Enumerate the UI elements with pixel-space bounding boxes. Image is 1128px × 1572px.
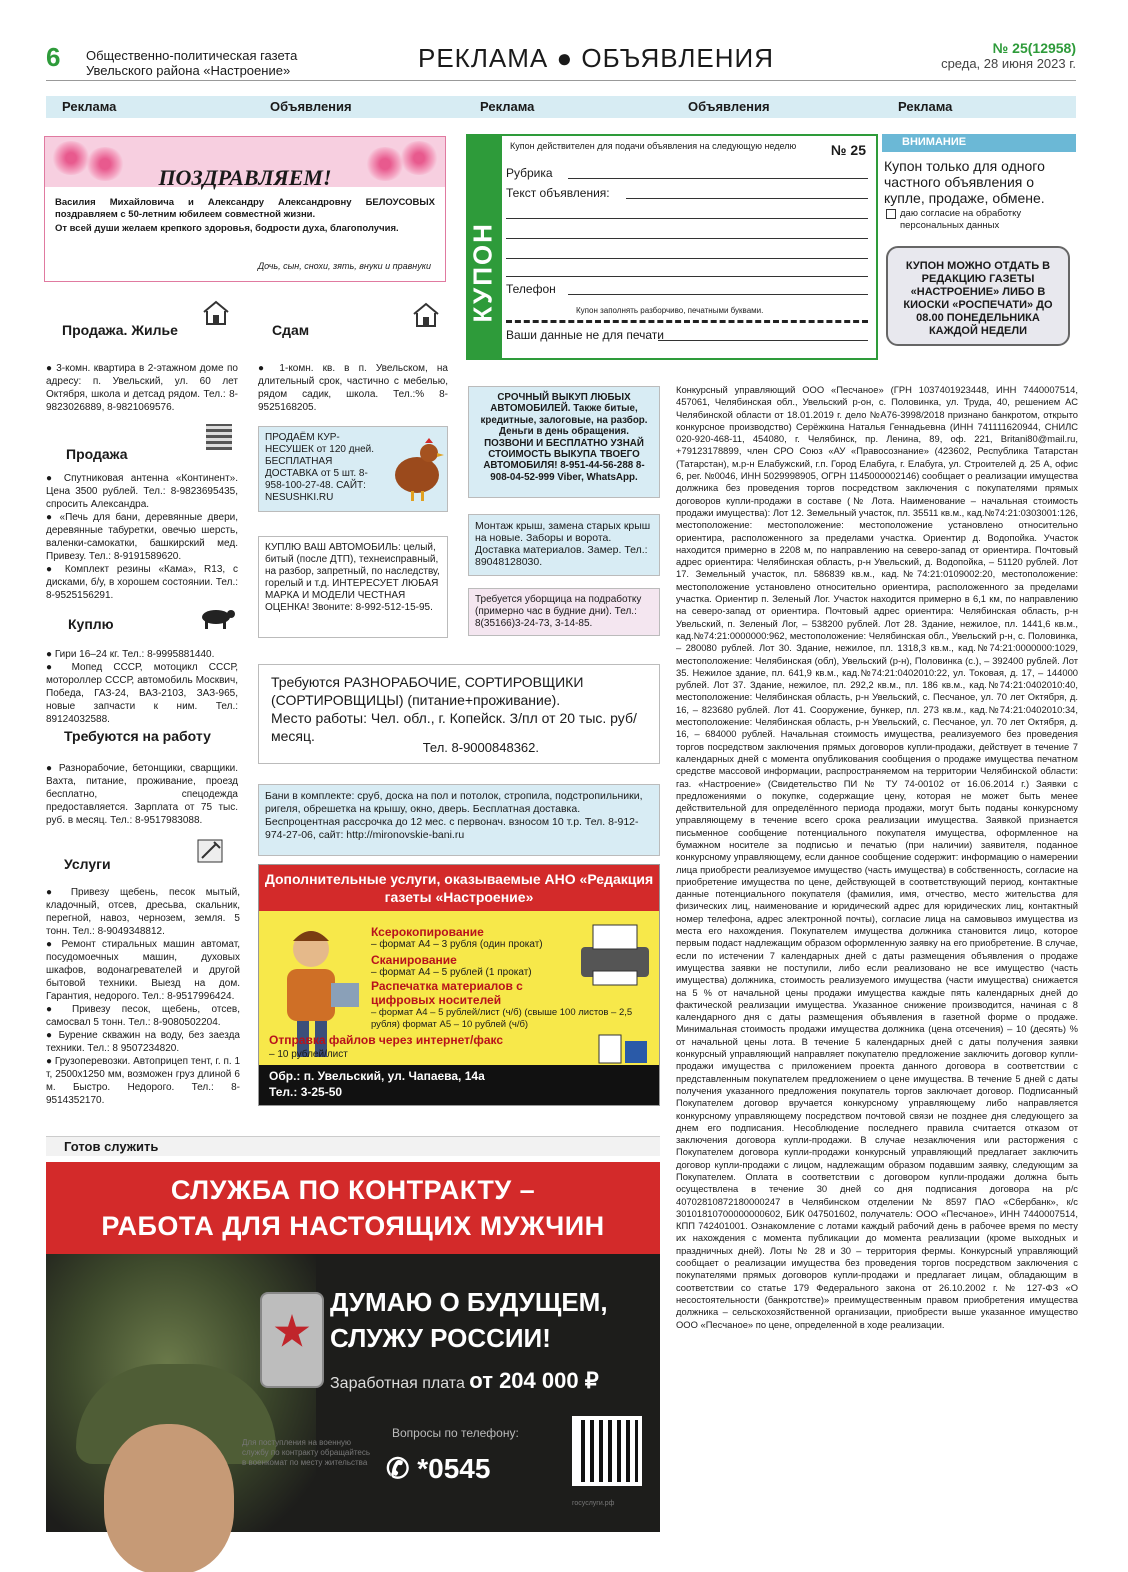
ready-to-serve-header: [46, 1136, 660, 1156]
hen-icon: [389, 437, 445, 503]
cut-line: [506, 320, 868, 323]
strip-label: Реклама: [480, 99, 535, 114]
section-sale: Продажа: [66, 446, 128, 462]
service-copy-price: – формат А4 – 3 рубля (один прокат): [371, 939, 543, 950]
service-print: Распечатка материалов с цифровых носителей: [371, 979, 523, 1007]
strip-label: Реклама: [898, 99, 953, 114]
coupon-delivery-info: КУПОН МОЖНО ОТДАТЬ В РЕДАКЦИЮ ГАЗЕТЫ «НАСТРОЕНИЕ» ЛИБО В КИОСКИ «РОСПЕЧАТИ» ДО 08.00 ПОНЕДЕЛЬНИКА КАЖДОЙ НЕДЕЛИ: [886, 246, 1070, 346]
ad-cleaner: Требуется уборщица на подработку (примерно час в будние дни). Тел.: 8(35166)3-24-73, 3-14-85.: [468, 588, 660, 636]
bankruptcy-notice: Конкурсный управляющий ООО «Песчаное» (ГРН 1037401923448, ИНН 7440007514, 457061, Челябинская обл., Увельский р-он, с. Половинка, ул. Труда, 40, решением АС Челябинской области от 18.01.2019 г. дело №А76-3998/2018 признано банкротом, открыто конкурсное производство) Серёжкина Наталья Геннадьевна (ИНН 741111620944, СНИЛС 020-920-468-11, 454080, г. Челябинск, пр. Ленина, 89, оф. 221, Britani80@mail.ru, +79123178899, член СРО Союз «АУ «Правосознание» (423602, Республика Татарстан (Татарстан), м.р-н Елабужский, г.п. Город Елабуга, г. Елабуга, ул. Строителей д. 25 А, офис 6, рег. №0046, ИНН 5029998905, ОГРН 1145000002146) сообщает о реализации имущества должника без проведения торгов посредством заключения с покупателями прямых договоров купли-продажи в составе (№ Лота. Наименование – начальная стоимость продажи имущества): Лот 12. Земельный участок, пл. 35511 кв.м., кад.№74:21:0303001:126, местоположение: местоположение: местоположение установлено относительно ориентира, расположенного за пределами участка. Ориентир д. Водопойка. Участок находится примерно в 2208 м, по направлению на северо-запад от ориентира. Почтовый адрес ориентира: Челябинская область, р-н Увельский, д. Водопойка, – 51120 рублей. Лот 17. Земельный участок, пл. 586839 кв.м., кад.№74:21:0109002:20, местоположение: местоположение установлено относительно ориентира, расположенного за пределами участка. Ориентир п. Зеленый Лог. Участок находится примерно в 6,1 км, по направлению на северо-запад от ориентира. Почтовый адрес ориентира: Челябинская область, р-н Увельский, п. Зеленый Лог, – 538200 рублей. Лот 28. Здание, нежилое, пл. 1441,6 кв.м., кад.№74:21:0000000:962, местоположение: Челябинская обл., Увельский р-н, с. Половинка, – 280080 рублей. Лот 30. Здание, нежилое, пл. 1318,3 кв.м., кад.№74:21:0000000:1029, местоположение: Челябинская (обл), Увельский (р-н), Половинка (с.), – 392400 рублей. Лот 35. Нежилое здание, пл. 641,9 кв.м., кад.№74:21:0402010:22, ул. Токовая, д. 17, – 144000 рублей. Лот 37. Здание, нежилое, пл. 292,2 кв.м., пл. 186 кв.м., кад.№74:21:0402010:40, местоположение: Челябинская область, р-н Увельский, с. Песчаное, ул. 70 лет Октября, д. 16, – 823680 рублей. Лот 41. Сооружение, бункер, пл. 273 кв.м., кад.№74:21:0402010:34, местоположение: Челябинская область, р-н Увельский, с. Песчаное, ул. 70 лет Октября, д. 16, – 684000 рублей. Начальная стоимость имущества, реализуемого без проведения торгов посредством заключения прямых договоров купли-продажи, действует в течение 7 календарных дней с момента опубликования сообщения о продаже имущества печатном средстве массовой информации, распространяемом на территории Челябинской области: газ. «Настроение» (Свидетельство ПИ № ТУ 74-00102 от 16.06.2014 г.) Заявки с предложениями о покупке, содержащие цену, которая не может быть менее действительной для определённого периода продажи, могут быть поданы конкурсному управляющему в течение всего срока реализации имущества. Заявкой признается письменное сообщение потенциального покупателя имущества, оформленное на бумажном носителе за подписью и печатью (при наличии) заявителя, поданное конкурсному управляющему, если данное сообщение содержит: информацию о намерении лица приобрести реализуемое имущество (часть имущества) в собственность, согласие на приобретение имущества по цене, действующей в соответствующий период, контактные данные потенциального покупателя (фамилия, имя, отчество, место жительства для физических лиц, наименование и юридический адрес для юридических лиц, контактный номер телефона, адрес электронной почты), согласие лица на самовывоз имущества из места его нахождения. Покупателем имущества должника становится лицо, которое первым подаст надлежащим образом оформленную заявку на его приобретение. В случае, если по истечении 7 календарных дней с даты размещения объявления о продаже имущества заявки не поступили, либо если реализовано не все имущество (часть имущества) должника, стоимость реализуемого имущества (части имущества) снижается на 5 % от начальной цены продажи имущества каждые пять календарных дней до фактической реализации имущества. Указанное снижение производится, начиная с 8 календарного дня с даты размещения объявления в газетной форме о продаже. Минимальная стоимость продажи имущества должника (цена отсечения) – 10 (десять) % от начальной цены лота. В течение 5 календарных дней с даты получения заявки конкурсный управляющий направляет покупателю предложение заключить договор купли-продажи имущества с приложением проекта данного договора в соответствии с представленным покупателем предложением о цене имущества. В течение 5 дней с даты получения указанного предложения покупатель торгов заключает договор. Подписанный Покупателем договор вручается конкурсному управляющему либо направляется конкурсному управляющему посредством почтовой связи не позднее дня следующего за днем его подписания. Несоблюдение последнего правила считается отказом от заключения договора купли-продажи. В случае незаключения или расторжения с Покупателем договора купли-продажи конкурсный управляющий предлагает заключить договор купли-продажи с лицом, надлежащим образом подавшим заявку, следующим за Покупателем. Оплата в соответствии с договором купли-продажи должна быть осуществлена в течение 30 дней со дня подписания договора на р/с 40702810872180000247 в Челябинском отделении № 8597 ПАО «Сбербанк», к/с 30101810700000000602, БИК 047501602, получатель: ООО «Песчаное», ИНН 7440007514, КПП 742401001. Ознакомление с лотами каждый рабочий день в рабочее время по месту их нахождения с момента публикации до момента реализации (кроме выходных и праздничных дней). Лоты № 28 и 30 – территория фермы. Конкурсный управляющий сообщает о реализации имущества без проведения торгов посредством заключения с покупателями прямых договоров купли-продажи и предлагает лицам, обладающим в соответствии со статье 179 Федерального закона от 26.10.2002 г. № 127-ФЗ «О несостоятельности (банкротстве)» преимущественным правом приобретения имущества должника – сельскохозяйственной организации, приобрести выше указанное имущество ООО «Песчаное» по цене, определенной в ходе реализации.: [676, 384, 1078, 1330]
section-rent: Сдам: [272, 322, 310, 338]
document-icon: [595, 1033, 651, 1067]
text-field-line[interactable]: [506, 276, 868, 277]
ad-newsroom-services: [258, 864, 660, 1106]
workers-place: Место работы: Чел. обл., г. Копейск. З/пл от 20 тыс. руб/месяц.: [271, 710, 637, 744]
strip-label: Реклама: [62, 99, 117, 114]
goods-icon: [206, 424, 232, 450]
army-question: Вопросы по телефону:: [392, 1426, 519, 1440]
section-sale-housing: Продажа. Жилье: [62, 322, 178, 338]
service-scan: Сканирование: [371, 953, 457, 967]
ready-title: Готов служить: [64, 1139, 159, 1154]
attention-tag: ВНИМАНИЕ: [882, 134, 1076, 152]
coupon-number: № 25: [830, 142, 866, 158]
dog-tag-icon: [260, 1292, 324, 1388]
strip-label: Объявления: [270, 99, 352, 114]
services-address: Обр.: п. Увельский, ул. Чапаева, 14а: [269, 1069, 485, 1083]
ad-sale-housing: ● 3-комн. квартира в 2-этажном доме по адресу: п. Увельский, ул. 60 лет Октября, школа и детсад рядом. Тел.: 8-9823026889, 8-9821069576.: [46, 363, 238, 413]
house-icon: [412, 302, 440, 328]
coupon-head: Купон действителен для подачи объявления на следующую неделю: [510, 141, 797, 151]
congrats-signature: Дочь, сын, снохи, зять, внуки и правнуки: [257, 261, 431, 271]
army-salary: [330, 1368, 599, 1394]
rubric-field[interactable]: [568, 178, 868, 179]
service-send: Отправка файлов через интернет/факс: [269, 1033, 504, 1047]
consent-label: даю согласие на обработку персональных данных: [900, 208, 1022, 231]
congrats-body: [55, 197, 435, 235]
service-scan-price: – формат А4 – 5 рублей (1 прокат): [371, 967, 532, 978]
ad-item: ● «Печь для бани, деревянные двери, деревянные табуретки, овечью шерсть, валенки-самокатки, башкирский мед. Привезу. Тел.: 8-9191589620.: [46, 512, 238, 562]
attention-text: Купон только для одного частного объявления о купле, продаже, обмене.: [884, 158, 1045, 206]
text-field-line[interactable]: [506, 238, 868, 239]
army-site: госуслуги.рф: [572, 1500, 615, 1507]
section-work: Требуются на работу: [64, 728, 211, 744]
services-footer: [259, 1065, 659, 1105]
ad-item: ● Спутниковая антенна «Континент». Цена 3500 рублей. Тел.: 8-9823695435, спросить Александра.: [46, 473, 238, 510]
congrats-wish: От всей души желаем крепкого здоровья, бодрости духа, благополучия.: [55, 223, 399, 234]
congrats-title: ПОЗДРАВЛЯЕМ!: [158, 165, 332, 190]
ad-work: ● Разнорабочие, бетонщики, сварщики. Вахта, питание, проживание, проезд бесплатно, спецодежда предоставляется. Зарплата от 75 тыс. руб. в месяц. Тел.: 8-9517983088.: [46, 763, 238, 826]
ad-workers: [258, 664, 660, 764]
header-divider: [46, 80, 1076, 81]
private-label: Ваши данные не для печати: [506, 328, 665, 342]
service-send-price: – 10 рублей/лист: [269, 1049, 348, 1060]
checkbox-icon[interactable]: [886, 209, 896, 219]
coupon-attention: [882, 134, 1076, 360]
strip-label: Объявления: [688, 99, 770, 114]
tools-icon: [196, 838, 224, 864]
coupon-label: КУПОН: [467, 222, 498, 323]
ad-banya: Бани в комплекте: сруб, доска на пол и потолок, стропила, подстропильники, ригеля, обрешетка на крышу, окно, дверь. Бесплатная доставка. Беспроцентная рассрочка до 12 мес. с первонач. взносом 10 т.р. Тел. 8-912-974-27-06, сайт: http://mironovskie-bani.ru: [258, 784, 660, 856]
consent-checkbox[interactable]: [884, 208, 1076, 232]
salary-label: Заработная плата: [330, 1375, 465, 1392]
service-print-price: – формат А4 – 5 рублей/лист (ч/б) (свыше 100 листов – 2,5 рубля) формат А5 – 10 рублей (ч/б): [371, 1007, 633, 1030]
ad-car-buy: КУПЛЮ ВАШ АВТОМОБИЛЬ: целый, битый (после ДТП), технеисправный, на разбор, запретный, по наследству, горелый и т.д. ИНТЕРЕСУЕТ ЛЮБАЯ МАРКА И МОДЕЛИ ЧЕСТНАЯ ОЦЕНКА! Звоните: 8-992-512-15-95.: [258, 536, 448, 638]
paper-name: [86, 48, 396, 78]
army-phone: [386, 1452, 490, 1485]
ad-chickens: [258, 426, 448, 512]
rubric-strip: [46, 96, 1076, 118]
printer-icon: [575, 919, 655, 989]
services-phone: Тел.: 3-25-50: [269, 1085, 343, 1099]
chickens-text: ПРОДАЁМ КУР-НЕСУШЕК от 120 дней. БЕСПЛАТНАЯ ДОСТАВКА от 5 шт. 8-958-100-27-48. САЙТ: NESUSHKI.RU: [265, 432, 375, 503]
phone-label: Телефон: [506, 282, 556, 296]
army-headline-2: РАБОТА ДЛЯ НАСТОЯЩИХ МУЖЧИН: [101, 1211, 605, 1241]
army-small-print: Для поступления на военную службу по контракту обращайтесь в военкомат по месту жительства: [242, 1438, 371, 1467]
congrats-text: Василия Михайловича и Александру Александровну БЕЛОУСОВЫХ поздравляем с 50-летним юбилеем совместной жизни.: [55, 197, 435, 220]
ad-roof: Монтаж крыш, замена старых крыш на новые. Заборы и ворота. Доставка материалов. Замер. Тел.: 89048128030.: [468, 514, 660, 576]
issue-number: № 25(12958): [992, 40, 1076, 56]
cow-icon: [196, 604, 236, 630]
workers-phone: Тел. 8-9000848362.: [422, 740, 539, 755]
congratulation-ad: [44, 136, 446, 282]
army-headline-1: СЛУЖБА ПО КОНТРАКТУ –: [170, 1175, 536, 1205]
page-number: 6: [46, 42, 61, 72]
salary-value: от 204 000 ₽: [469, 1368, 599, 1393]
army-phone-number: *0545: [417, 1453, 491, 1484]
house-icon: [202, 300, 230, 326]
text-label: Текст объявления:: [506, 186, 610, 200]
army-contract-ad: [46, 1162, 660, 1532]
qr-code-icon[interactable]: [572, 1416, 642, 1486]
ad-services: ● Привезу щебень, песок мытый, кладочный, отсев, дресьва, скальник, перегной, навоз, чернозем, земля. 5 тонн. Тел.: 8-9049348812. ● Ремонт стиральных машин автомат, посудомоечных машин, духовых шкафов, водонагревателей и другой бытовой техники. Выезд на дом. Гарантия, недорого. Тел.: 8-9517996424. ● Привезу песок, щебень, отсев, самосвал 5 тонн. Тел.: 8-9080502204. ● Бурение скважин на воду, без заезда техники. Тел.: 8 9507234820. ● Грузоперевозки. Автоприцеп тент, г. п. 1 т, 2500х1250 мм, возможен груз длиной 6 м. Быстро. Недорого. Тел.: 8-9514352170.: [46, 887, 240, 1106]
text-field-line[interactable]: [506, 258, 868, 259]
army-headline: [46, 1162, 660, 1254]
coupon-note: Купон заполнять разборчиво, печатными буквами.: [576, 306, 764, 315]
face-shape: [104, 1424, 234, 1572]
slogan-line2: СЛУЖУ РОССИИ!: [330, 1323, 551, 1353]
ad-buy: ● Гири 16–24 кг. Тел.: 8-9995881440. ● Мопед СССР, мотоцикл СССР, мотороллер СССР, автомобиль Москвич, Победа, ГАЗ-24, ВАЗ-2103, ЗАЗ-965, новые запчасти к ним. Тел.: 89124032588.: [46, 649, 238, 725]
text-field-line[interactable]: [506, 218, 868, 219]
text-field-line[interactable]: [626, 198, 868, 199]
service-copy: Ксерокопирование: [371, 925, 484, 939]
private-field[interactable]: [658, 340, 868, 341]
army-slogan: [330, 1284, 608, 1356]
services-head: Дополнительные услуги, оказываемые АНО «Редакция газеты «Настроение»: [259, 865, 659, 911]
section-title: РЕКЛАМА ● ОБЪЯВЛЕНИЯ: [418, 43, 774, 73]
section-services: Услуги: [64, 856, 111, 872]
ad-sale-list: [46, 472, 238, 602]
ad-item: ● Комплект резины «Кама», R13, с дисками, б/у, в хорошем состоянии. Тел.: 8-9525156291.: [46, 564, 238, 601]
phone-icon: ✆: [386, 1453, 418, 1484]
coupon-side-label: [468, 136, 502, 358]
phone-field[interactable]: [568, 294, 868, 295]
ad-rent: ● 1-комн. кв. в п. Увельском, на длительный срок, частично с мебелью, рядом садик, школа. Тел.:% 8-9525168205.: [258, 363, 448, 413]
section-buy: Куплю: [68, 616, 114, 632]
workers-title: Требуются РАЗНОРАБОЧИЕ, СОРТИРОВЩИКИ (СОРТИРОВЩИЦЫ) (питание+проживание).: [271, 674, 584, 708]
slogan-line1: ДУМАЮ О БУДУЩЕМ,: [330, 1287, 608, 1317]
ad-coupon: [466, 134, 878, 360]
ad-car-buyout: СРОЧНЫЙ ВЫКУП ЛЮБЫХ АВТОМОБИЛЕЙ. Также битые, кредитные, залоговые, на разбор. Деньги в день обращения. ПОЗВОНИ И БЕСПЛАТНО УЗНАЙ СТОИМОСТЬ ВЫКУПА ТВОЕГО АВТОМОБИЛЯ! 8-951-44-56-288 8-908-04-52-999 Viber, WhatsApp.: [468, 386, 660, 498]
rubric-label: Рубрика: [506, 166, 553, 180]
issue-date: среда, 28 июня 2023 г.: [941, 56, 1076, 71]
paper-name-line1: Общественно-политическая газета: [86, 48, 298, 63]
star-icon: [274, 1314, 310, 1350]
paper-name-line2: Увельского района «Настроение»: [86, 63, 291, 78]
